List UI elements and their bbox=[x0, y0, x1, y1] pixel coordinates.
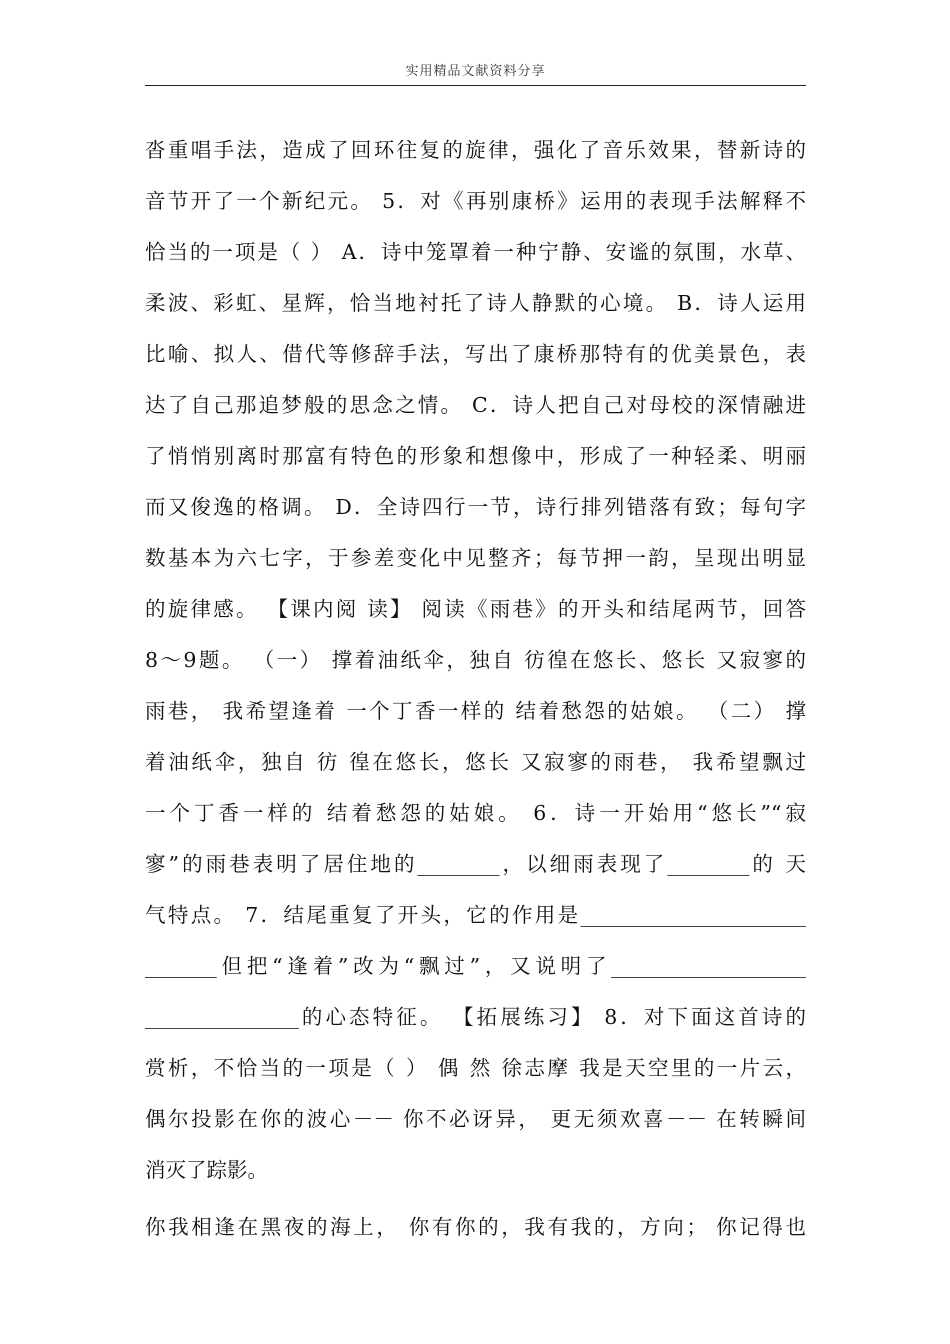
text-line: 了悄悄别离时那富有特色的形象和想像中，形成了一种轻柔、明丽 bbox=[145, 444, 806, 468]
text-line: 而又俊逸的格调。 D．全诗四行一节，诗行排列错落有致；每句字 bbox=[145, 495, 806, 519]
text-line: 寥”的雨巷表明了居住地的________，以细雨表现了________的 天 bbox=[145, 852, 806, 876]
text-line: 气特点。 7．结尾重复了开头，它的作用是______________________ bbox=[145, 903, 806, 927]
text-line: 恰当的一项是（ ） A．诗中笼罩着一种宁静、安谧的氛围，水草、 bbox=[145, 240, 806, 264]
header-divider bbox=[145, 85, 806, 86]
text-line: 赏析，不恰当的一项是（ ） 偶 然 徐志摩 我是天空里的一片云， bbox=[145, 1056, 806, 1080]
text-line: 比喻、拟人、借代等修辞手法，写出了康桥那特有的优美景色，表 bbox=[145, 342, 806, 366]
text-line: 雨巷， 我希望逢着 一个丁香一样的 结着愁怨的姑娘。 （二） 撑 bbox=[145, 699, 806, 723]
text-line: 你我相逢在黑夜的海上， 你有你的，我有我的，方向； 你记得也 bbox=[145, 1215, 806, 1239]
text-line: 的旋律感。 【课内阅 读】 阅读《雨巷》的开头和结尾两节，回答 bbox=[145, 597, 806, 621]
text-line: 消灭了踪影。 bbox=[145, 1158, 268, 1182]
document-body bbox=[145, 125, 806, 1253]
page-header: 实用精品文献资料分享 bbox=[405, 64, 546, 79]
text-line: 沓重唱手法，造成了回环往复的旋律，强化了音乐效果，替新诗的 bbox=[145, 138, 806, 162]
text-line: _______________的心态特征。 【拓展练习】 8．对下面这首诗的 bbox=[145, 1005, 806, 1029]
text-line: 柔波、彩虹、星辉，恰当地衬托了诗人静默的心境。 B．诗人运用 bbox=[145, 291, 806, 315]
text-line: 偶尔投影在你的波心－－ 你不必讶异， 更无须欢喜－－ 在转瞬间 bbox=[145, 1107, 806, 1131]
text-line: 数基本为六七字，于参差变化中见整齐；每节押一韵，呈现出明显 bbox=[145, 546, 806, 570]
text-line: _______但把“逢着”改为“飘过”，又说明了___________________ bbox=[145, 954, 806, 978]
text-line: 8～9题。 （一） 撑着油纸伞，独自 彷徨在悠长、悠长 又寂寥的 bbox=[145, 648, 806, 672]
text-line: 着油纸伞，独自 彷 徨在悠长，悠长 又寂寥的雨巷， 我希望飘过 bbox=[145, 750, 806, 774]
text-line: 达了自己那追梦般的思念之情。 C．诗人把自己对母校的深情融进 bbox=[145, 393, 806, 417]
text-line: 音节开了一个新纪元。 5．对《再别康桥》运用的表现手法解释不 bbox=[145, 189, 806, 213]
text-line: 一个丁香一样的 结着愁怨的姑娘。 6．诗一开始用“悠长”“寂 bbox=[145, 801, 806, 825]
